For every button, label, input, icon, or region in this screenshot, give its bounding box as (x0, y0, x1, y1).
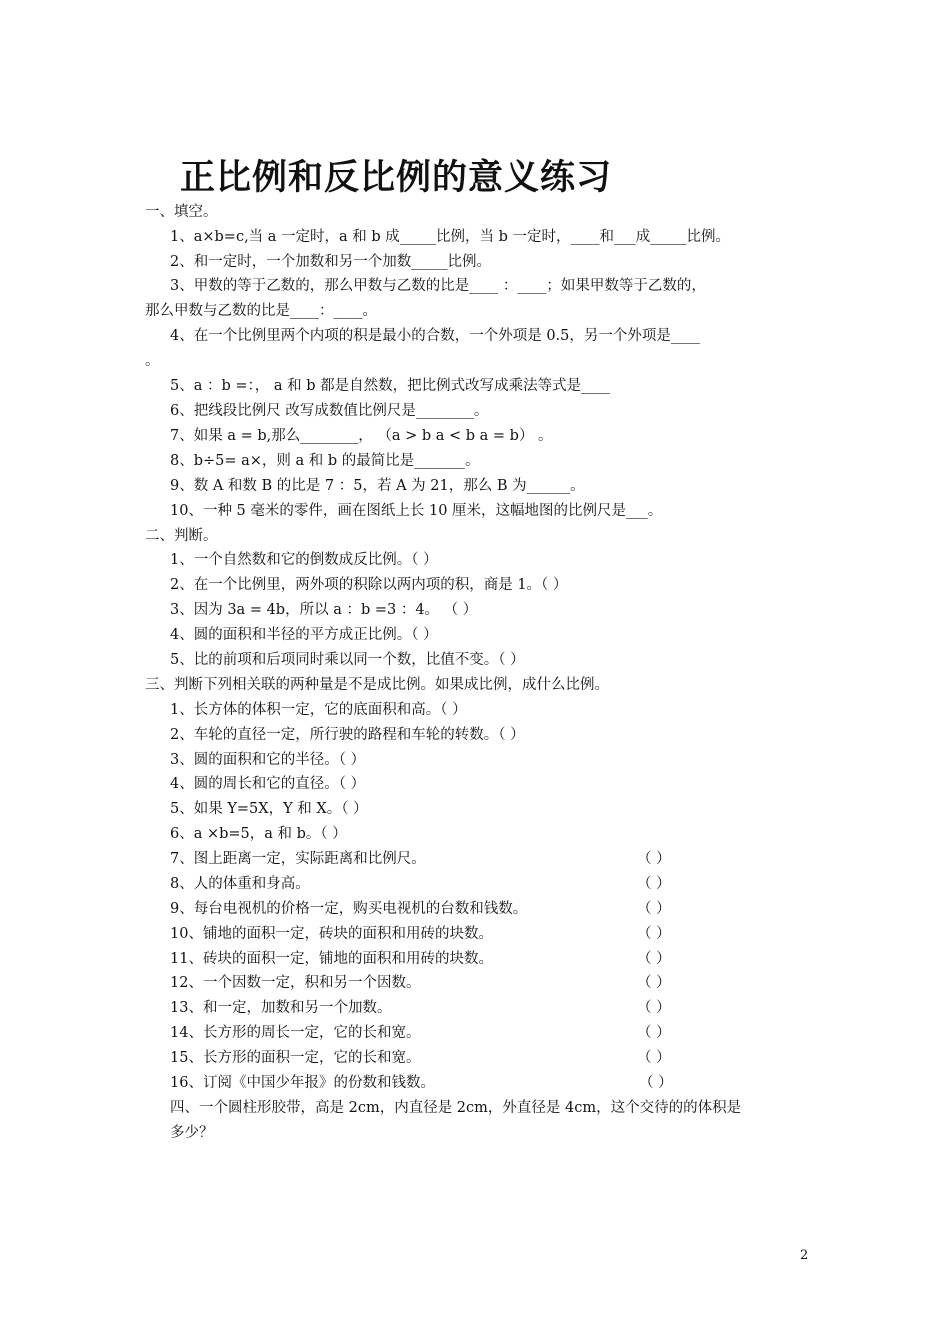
proportion-item: 9、每台电视机的价格一定，购买电视机的台数和钱数。 (170, 901, 528, 917)
answer-parenthesis: （ ） (637, 926, 671, 942)
proportion-item: 1、长方体的体积一定，它的底面积和高。（ ） (170, 702, 467, 718)
fill-item: 2、和一定时，一个加数和另一个加数_____比例。 (170, 254, 491, 270)
proportion-item: 5、如果 Y=5X，Y 和 X。（ ） (170, 801, 368, 817)
proportion-item: 13、和一定，加数和另一个加数。 (170, 1000, 392, 1016)
fill-item-continuation: 。 (145, 353, 160, 369)
fill-item: 3、甲数的等于乙数的，那么甲数与乙数的比是____ ：____；如果甲数等于乙数的， (170, 278, 706, 294)
proportion-item: 3、圆的面积和它的半径。（ ） (170, 752, 366, 768)
fill-item: 10、一种 5 毫米的零件，画在图纸上长 10 厘米，这幅地图的比例尺是___。 (170, 503, 663, 519)
word-problem-continuation: 多少？ (170, 1125, 214, 1141)
fill-item: 6、把线段比例尺 改写成数值比例尺是________。 (170, 403, 489, 419)
page-title: 正比例和反比例的意义练习 (180, 158, 613, 198)
proportion-item: 2、车轮的直径一定，所行驶的路程和车轮的转数。（ ） (170, 727, 525, 743)
judge-item: 1、一个自然数和它的倒数成反比例。（ ） (170, 552, 438, 568)
fill-item: 9、数 A 和数 B 的比是 7 ：5，若 A 为 21，那么 B 为______。 (170, 478, 585, 494)
answer-parenthesis: （ ） (637, 851, 671, 867)
proportion-item: 10、铺地的面积一定，砖块的面积和用砖的块数。 (170, 926, 493, 942)
fill-item: 5、a ：b =：， a 和 b 都是自然数，把比例式改写成乘法等式是____ (170, 378, 611, 394)
proportion-item: 12、一个因数一定，积和另一个因数。 (170, 975, 421, 991)
section-heading: 二、判断。 (145, 528, 218, 544)
page-number: 2 (800, 1248, 809, 1263)
proportion-item: 4、圆的周长和它的直径。（ ） (170, 776, 366, 792)
answer-parenthesis: （ ） (637, 1000, 671, 1016)
answer-parenthesis: （ ） (639, 1075, 673, 1091)
judge-item: 4、圆的面积和半径的平方成正比例。（ ） (170, 627, 438, 643)
proportion-item: 15、长方形的面积一定，它的长和宽。 (170, 1050, 421, 1066)
section-heading: 三、判断下列相关联的两种量是不是成比例。如果成比例，成什么比例。 (145, 677, 609, 693)
fill-item: 7、如果 a = b,那么________， （a > b a < b a = b） 。 (170, 428, 553, 444)
judge-item: 5、比的前项和后项同时乘以同一个数，比值不变。（ ） (170, 652, 525, 668)
judge-item: 3、因为 3a = 4b，所以 a ：b =3 ：4。 （ ） (170, 602, 478, 618)
fill-item-continuation: 那么甲数与乙数的比是____：____。 (145, 303, 377, 319)
proportion-item: 16、订阅《中国少年报》的份数和钱数。 (170, 1075, 435, 1091)
answer-parenthesis: （ ） (637, 901, 671, 917)
section-heading: 一、填空。 (145, 204, 218, 220)
proportion-item: 6、a ×b=5，a 和 b。（ ） (170, 826, 347, 842)
fill-item: 1、a×b=c,当 a 一定时，a 和 b 成_____比例，当 b 一定时，____和___成_____比例。 (170, 229, 731, 245)
proportion-item: 8、人的体重和身高。 (170, 876, 310, 892)
proportion-item: 14、长方形的周长一定，它的长和宽。 (170, 1025, 421, 1041)
answer-parenthesis: （ ） (637, 1025, 671, 1041)
answer-parenthesis: （ ） (637, 975, 671, 991)
answer-parenthesis: （ ） (637, 951, 671, 967)
judge-item: 2、在一个比例里，两外项的积除以两内项的积，商是 1。（ ） (170, 577, 568, 593)
proportion-item: 7、图上距离一定，实际距离和比例尺。 (170, 851, 426, 867)
fill-item: 4、在一个比例里两个内项的积是最小的合数，一个外项是 0.5，另一个外项是____ (170, 328, 700, 344)
answer-parenthesis: （ ） (637, 1050, 671, 1066)
word-problem: 四、一个圆柱形胶带，高是 2cm，内直径是 2cm，外直径是 4cm，这个交待的的体积是 (170, 1100, 742, 1116)
proportion-item: 11、砖块的面积一定，铺地的面积和用砖的块数。 (170, 951, 493, 967)
fill-item: 8、b÷5= a×，则 a 和 b 的最简比是_______。 (170, 453, 480, 469)
answer-parenthesis: （ ） (637, 876, 671, 892)
